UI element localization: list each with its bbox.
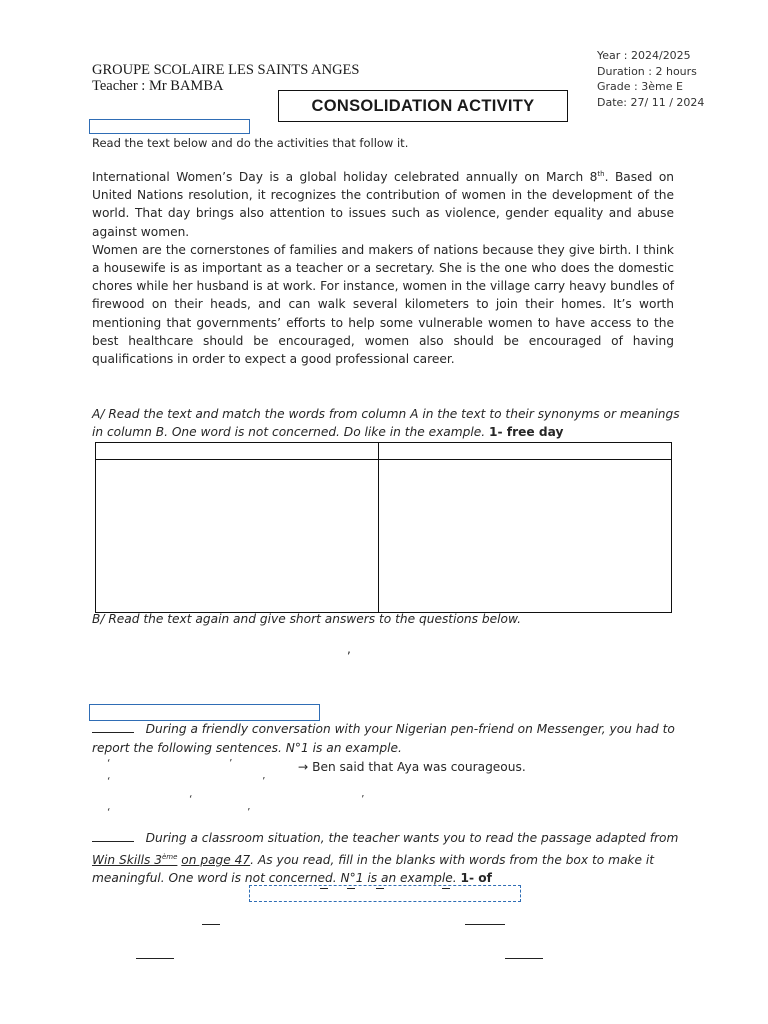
- reading-instruction: Read the text below and do the activities that follow it.: [92, 136, 409, 150]
- fill-blanks-instruction: During a classroom situation, the teacher wants you to read the passage adapted from Win Skills 3ème on page 47. As you read, fill in the blanks with words from the box to make it meaningful. One word is not concerned. N°1 is an example. 1- of: [92, 831, 679, 886]
- open-quote: ‘: [107, 775, 111, 788]
- teacher-name: Teacher : Mr BAMBA: [92, 78, 224, 94]
- example-reported-sentence: → Ben said that Aya was courageous.: [298, 760, 526, 774]
- score-blank: [92, 841, 134, 842]
- answer-blank: [505, 958, 543, 959]
- grade-label: Grade : 3ème E: [597, 80, 683, 93]
- date-label: Date: 27/ 11 / 2024: [597, 95, 705, 109]
- word-separator: [320, 888, 328, 889]
- matching-table: [95, 442, 672, 613]
- section-heading-box-reading: [89, 119, 250, 134]
- word-separator: [442, 888, 450, 889]
- matching-table-column-divider: [378, 443, 379, 612]
- matching-table-header-line: [96, 459, 671, 460]
- stray-comma: ,: [347, 642, 351, 656]
- open-quote: ‘: [107, 757, 111, 770]
- word-separator: [347, 888, 355, 889]
- page-reference: on page 47: [181, 852, 251, 867]
- exam-meta: [597, 48, 704, 110]
- open-quote: ‘: [107, 806, 111, 819]
- school-name: GROUPE SCOLAIRE LES SAINTS ANGES: [92, 62, 360, 78]
- score-blank: [92, 732, 134, 733]
- answer-blank: [136, 958, 174, 959]
- close-quote: ’: [361, 793, 365, 806]
- section-heading-box-writing: [89, 704, 320, 721]
- close-quote: ’: [247, 806, 251, 819]
- quote-row-4: [107, 806, 667, 826]
- fill-blanks-example: 1- of: [460, 871, 492, 886]
- quote-row-2: [107, 775, 667, 795]
- activity-b-instruction: B/ Read the text again and give short answers to the questions below.: [92, 612, 522, 626]
- word-separator: [376, 888, 384, 889]
- source-book: Win Skills 3ème: [92, 852, 178, 867]
- answer-blank: [465, 924, 505, 925]
- passage-paragraph-2: Women are the cornerstones of families and makers of nations because they give birth. I think a housewife is as important as a teacher or a secretary. She is the one who does the domestic chores while her husband is at work. For instance, women in the village carry heavy bundles of firewood on their heads, and can walk several kilometers to join their homes. It’s worth mentioning that governments’ efforts to help some vulnerable women to have access to the best healthcare should be encouraged, women also should be encouraged of having qualifications in order to expect a good professional career.: [92, 242, 674, 367]
- duration-label: Duration : 2 hours: [597, 64, 697, 78]
- reading-passage: [92, 165, 674, 368]
- answer-blank: [202, 924, 220, 925]
- passage-paragraph-1: International Women’s Day is a global holiday celebrated annually on March 8th. Based on United Nations resolution, it recognizes the contribution of women in the development of the world. That day brings also attention to issues such as violence, gender equality and abuse against women.: [92, 170, 675, 239]
- open-quote: ‘: [189, 793, 193, 806]
- activity-a-example: 1- free day: [489, 425, 564, 439]
- activity-a-instruction: A/ Read the text and match the words from column A in the text to their synonyms or meanings in column B. One word is not concerned. Do like in the example. 1- free day: [92, 407, 680, 439]
- year-label: Year : 2024/2025: [597, 49, 691, 62]
- close-quote: ’: [229, 757, 233, 770]
- close-quote: ’: [262, 775, 266, 788]
- reporting-instruction: During a friendly conversation with your Nigerian pen-friend on Messenger, you had to report the following sentences. N°1 is an example.: [92, 722, 675, 755]
- page-title: CONSOLIDATION ACTIVITY: [278, 90, 568, 122]
- word-box: [249, 885, 521, 902]
